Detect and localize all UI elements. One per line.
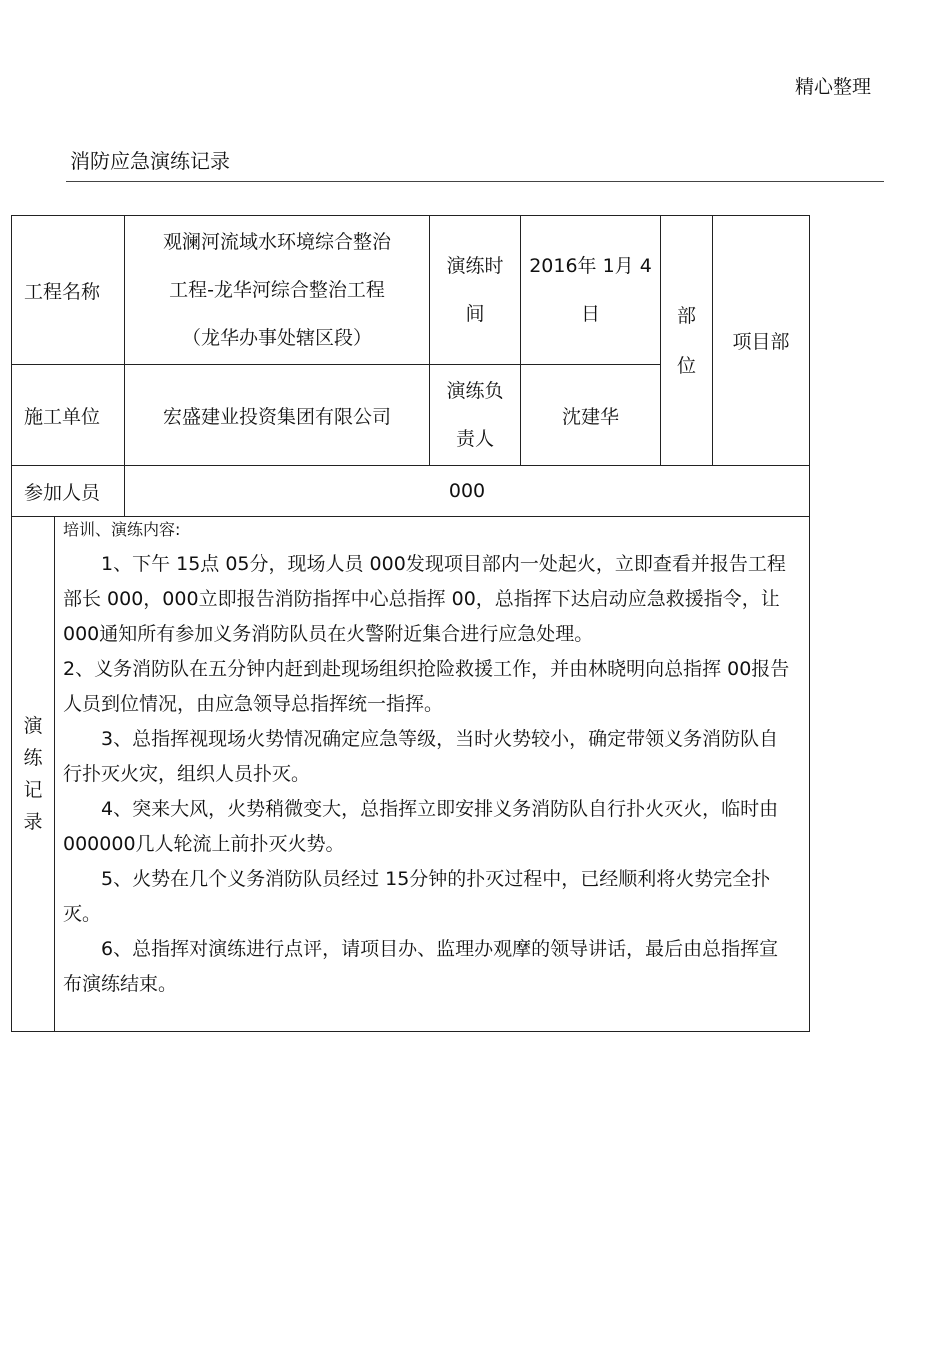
drill-time-label: 演练时 间 — [430, 216, 521, 365]
drill-leader-label: 演练负 责人 — [430, 365, 521, 466]
content-paragraph: 6、总指挥对演练进行点评，请项目办、监理办观摩的领导讲话，最后由总指挥宣布演练结束。 — [63, 938, 779, 995]
project-name-line: （龙华办事处辖区段） — [182, 327, 373, 349]
construction-unit-value: 宏盛建业投资集团有限公司 — [125, 365, 430, 466]
record-row — [12, 517, 810, 1032]
participants-row — [12, 466, 810, 517]
project-name-label: 工程名称 — [12, 216, 125, 365]
content-paragraph: 1、下午 15点 05分，现场人员 000发现项目部内一处起火，立即查看并报告工程部长 000，000立即报告消防指挥中心总指挥 00，总指挥下达启动应急救援指令，让 000通知所有参加义务消防队员在火警附近集合进行应急处理。 — [63, 553, 786, 645]
content-paragraph: 3、总指挥视现场火势情况确定应急等级，当时火势较小，确定带领义务消防队自行扑灭火灾，组织人员扑灭。 — [63, 728, 779, 785]
department-value: 项目部 — [713, 216, 810, 466]
department-label: 部 位 — [661, 216, 713, 466]
drill-content — [55, 517, 810, 1032]
project-name-line: 观澜河流域水环境综合整治 — [163, 231, 392, 253]
project-name-value — [125, 216, 430, 365]
participants-label: 参加人员 — [12, 466, 125, 517]
drill-record-table — [11, 215, 810, 1032]
participants-value: 000 — [125, 466, 810, 517]
project-row — [12, 216, 810, 365]
record-label: 演 练 记 录 — [12, 517, 55, 1032]
document-title: 消防应急演练记录 — [70, 149, 230, 173]
project-name-line: 工程-龙华河综合整治工程 — [169, 279, 385, 301]
drill-leader-value: 沈建华 — [521, 365, 661, 466]
content-heading: 培训、演练内容: — [63, 520, 181, 539]
construction-unit-label: 施工单位 — [12, 365, 125, 466]
content-paragraph: 2、义务消防队在五分钟内赶到赴现场组织抢险救援工作，并由林晓明向总指挥 00报告人员到位情况，由应急领导总指挥统一指挥。 — [63, 658, 790, 715]
header-right-label: 精心整理 — [795, 76, 872, 98]
content-paragraph: 4、突来大风，火势稍微变大，总指挥立即安排义务消防队自行扑火灭火，临时由 000000几人轮流上前扑灭火势。 — [63, 798, 779, 855]
drill-time-value: 2016年 1月 4 日 — [521, 216, 661, 365]
content-paragraph: 5、火势在几个义务消防队员经过 15分钟的扑灭过程中，已经顺利将火势完全扑灭。 — [63, 868, 771, 925]
title-divider — [66, 181, 884, 182]
